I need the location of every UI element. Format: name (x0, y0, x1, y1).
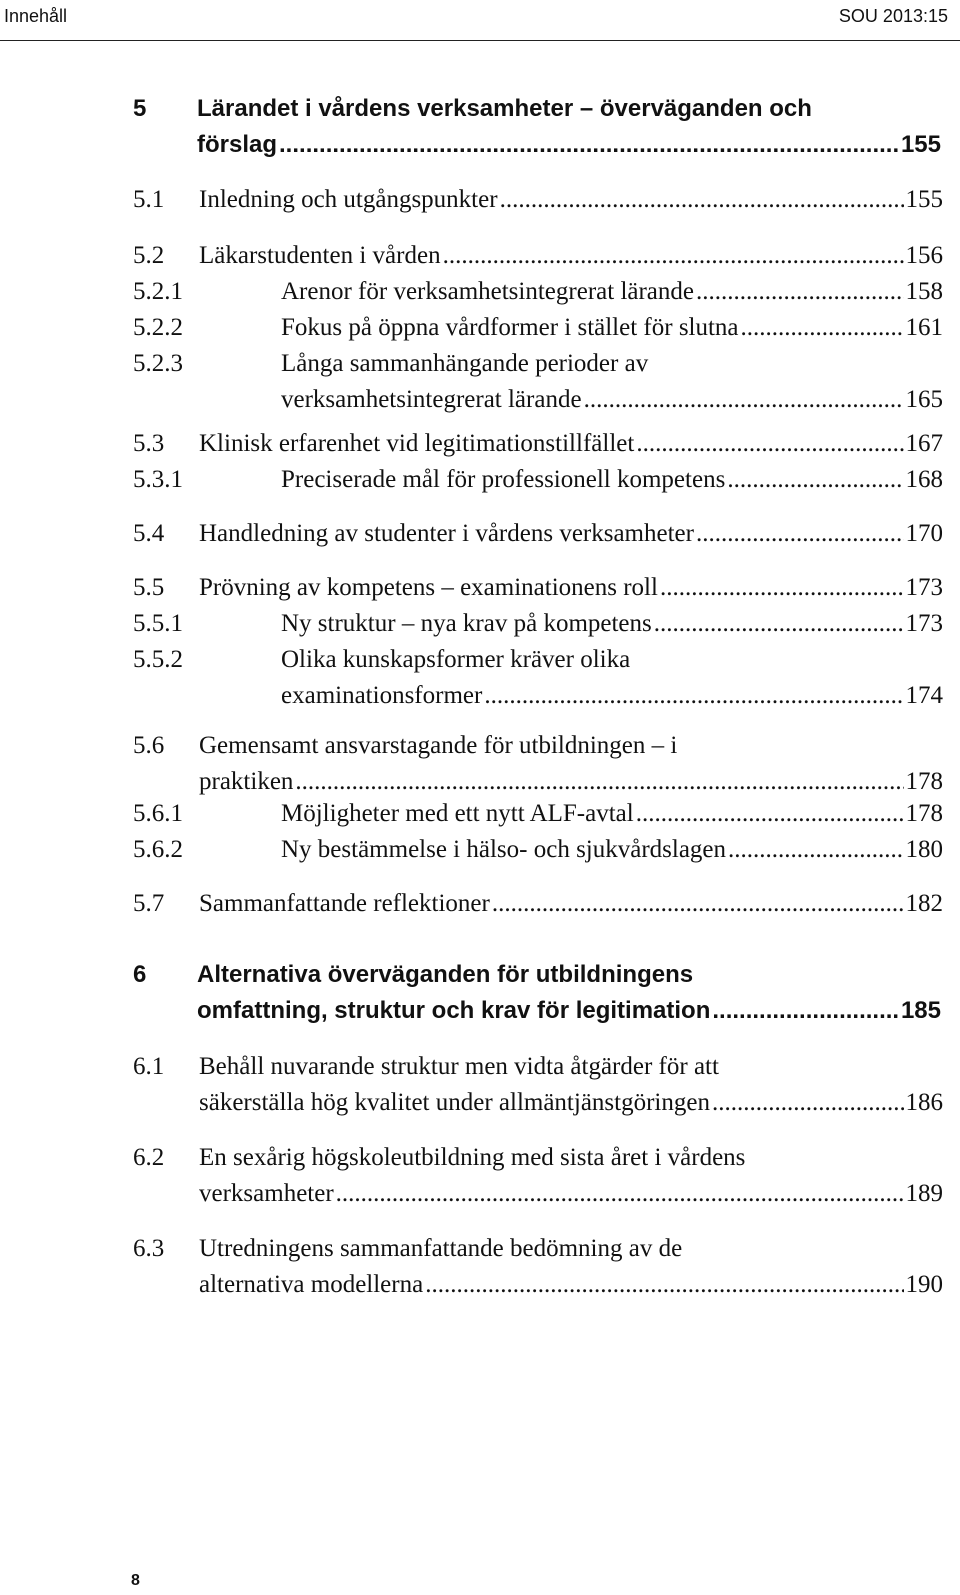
toc-entry-5-3[interactable] (133, 426, 949, 462)
dot-leader (696, 274, 903, 310)
toc-page-number: 178 (905, 768, 943, 795)
toc-entry-5-7[interactable] (133, 886, 949, 922)
toc-page-number: 168 (905, 466, 943, 493)
toc-entry-6-2[interactable] (133, 1140, 949, 1212)
toc-entry-5-5-2[interactable] (133, 642, 949, 714)
toc-number: 5.3 (133, 430, 165, 457)
dot-leader (712, 1085, 904, 1121)
toc-title-line: Arenor för verksamhetsintegrerat lärande (281, 278, 695, 305)
toc-title-line: Ny struktur – nya krav på kompetens (281, 610, 652, 637)
toc-title-line: Handledning av studenter i vårdens verksamheter (199, 520, 694, 547)
toc-number: 6.3 (133, 1235, 165, 1262)
toc-page-number: 180 (905, 836, 943, 863)
toc-number: 5.1 (133, 186, 165, 213)
toc-title-line: Möjligheter med ett nytt ALF-avtal (281, 800, 634, 827)
toc-title-line: Ny bestämmelse i hälso- och sjukvårdslagen (281, 836, 727, 863)
toc-title-line: praktiken (199, 768, 294, 795)
toc-title-line: Fokus på öppna vårdformer i stället för slutna (281, 314, 739, 341)
toc-entry-5-6-1[interactable] (133, 796, 949, 832)
toc-page-number: 185 (900, 997, 941, 1024)
toc-page-number: 186 (905, 1089, 943, 1116)
toc-page-number: 156 (905, 242, 943, 269)
toc-entry-5-3-1[interactable] (133, 462, 949, 498)
dot-leader (727, 462, 903, 498)
dot-leader (712, 993, 899, 1029)
toc-page-number: 161 (905, 314, 943, 341)
toc-number: 5.2 (133, 242, 165, 269)
toc-title-line: Prövning av kompetens – examinationens roll (199, 574, 658, 601)
toc-entry-5-1[interactable] (133, 182, 949, 218)
toc-number: 5.5.2 (133, 646, 183, 673)
toc-title-line: Klinisk erfarenhet vid legitimationstillfället (199, 430, 635, 457)
toc-page-number: 155 (900, 131, 941, 158)
toc-page-number: 174 (905, 682, 943, 709)
toc-page-number: 167 (905, 430, 943, 457)
toc-page-number: 189 (905, 1180, 943, 1207)
toc-number: 5.6.2 (133, 836, 183, 863)
toc-entry-5-2-3[interactable] (133, 346, 949, 418)
toc-title-line: Gemensamt ansvarstagande för utbildningen – i (199, 732, 678, 759)
toc-page-number: 165 (905, 386, 943, 413)
toc-page-number: 190 (905, 1271, 943, 1298)
toc-title-line: En sexårig högskoleutbildning med sista året i vårdens (199, 1144, 746, 1171)
toc-title-line: Behåll nuvarande struktur men vidta åtgärder för att (199, 1053, 719, 1080)
toc-number: 6.1 (133, 1053, 165, 1080)
toc-title-line: Lärandet i vårdens verksamheter – överväganden och (197, 95, 812, 122)
dot-leader (728, 832, 903, 868)
toc-title-line: verksamhetsintegrerat lärande (281, 386, 582, 413)
toc-entry-5-2[interactable] (133, 238, 949, 274)
toc-title-line: Inledning och utgångspunkter (199, 186, 498, 213)
toc-entry-5-5[interactable] (133, 570, 949, 606)
toc-number: 5.4 (133, 520, 165, 547)
toc-title-line: omfattning, struktur och krav för legitimation (197, 997, 711, 1024)
toc-entry-6-1[interactable] (133, 1049, 949, 1121)
toc-title-line: Olika kunskapsformer kräver olika (281, 646, 631, 673)
dot-leader (636, 796, 904, 832)
toc-title-line: säkerställa hög kvalitet under allmäntjänstgöringen (199, 1089, 710, 1116)
dot-leader (492, 886, 904, 922)
toc-title-line: Långa sammanhängande perioder av (281, 350, 649, 377)
dot-leader (484, 678, 903, 714)
dot-leader (584, 382, 904, 418)
toc-entry-chapter-5[interactable] (133, 91, 949, 163)
dot-leader (636, 426, 903, 462)
toc-number: 6.2 (133, 1144, 165, 1171)
toc-number: 5.7 (133, 890, 165, 917)
dot-leader (741, 310, 904, 346)
dot-leader (443, 238, 904, 274)
toc-page-number: 182 (905, 890, 943, 917)
dot-leader (696, 516, 904, 552)
toc-title-line: Alternativa överväganden för utbildningens (197, 961, 694, 988)
toc-entry-5-4[interactable] (133, 516, 949, 552)
toc-title-line: Sammanfattande reflektioner (199, 890, 490, 917)
dot-leader (660, 570, 904, 606)
dot-leader (279, 127, 899, 163)
toc-page-number: 178 (905, 800, 943, 827)
toc-page-number: 170 (905, 520, 943, 547)
toc-number: 5.3.1 (133, 466, 183, 493)
toc-entry-5-2-2[interactable] (133, 310, 949, 346)
toc-entry-5-6-2[interactable] (133, 832, 949, 868)
toc-entry-chapter-6[interactable] (133, 957, 949, 1029)
dot-leader (654, 606, 904, 642)
toc-title-line: examinationsformer (281, 682, 483, 709)
toc-title-line: Preciserade mål för professionell kompetens (281, 466, 726, 493)
toc-number: 5.6 (133, 732, 165, 759)
toc-number: 6 (133, 961, 147, 988)
toc-title-line: förslag (197, 131, 278, 158)
toc-title-line: Utredningens sammanfattande bedömning av de (199, 1235, 683, 1262)
toc-entry-6-3[interactable] (133, 1231, 949, 1303)
toc-title-line: alternativa modellerna (199, 1271, 424, 1298)
running-header-section: Innehåll (4, 6, 68, 26)
toc-entry-5-6[interactable] (133, 728, 949, 800)
toc-title-line: verksamheter (199, 1180, 334, 1207)
toc-page-number: 158 (905, 278, 943, 305)
dot-leader (336, 1176, 904, 1212)
toc-page-number: 173 (905, 610, 943, 637)
toc-title-line: Läkarstudenten i vården (199, 242, 441, 269)
dot-leader (425, 1267, 903, 1303)
toc-number: 5 (133, 95, 147, 122)
header-rule (0, 40, 960, 41)
toc-page-number: 155 (905, 186, 943, 213)
toc-number: 5.2.3 (133, 350, 183, 377)
toc-entry-5-2-1[interactable] (133, 274, 949, 310)
running-header-document-id: SOU 2013:15 (838, 6, 948, 26)
toc-entry-5-5-1[interactable] (133, 606, 949, 642)
toc-number: 5.2.1 (133, 278, 183, 305)
toc-number: 5.2.2 (133, 314, 183, 341)
toc-number: 5.6.1 (133, 800, 183, 827)
toc-number: 5.5.1 (133, 610, 183, 637)
footer-page-number: 8 (131, 1572, 140, 1589)
toc-page-number: 173 (905, 574, 943, 601)
dot-leader (295, 764, 903, 800)
toc-number: 5.5 (133, 574, 165, 601)
dot-leader (500, 182, 904, 218)
